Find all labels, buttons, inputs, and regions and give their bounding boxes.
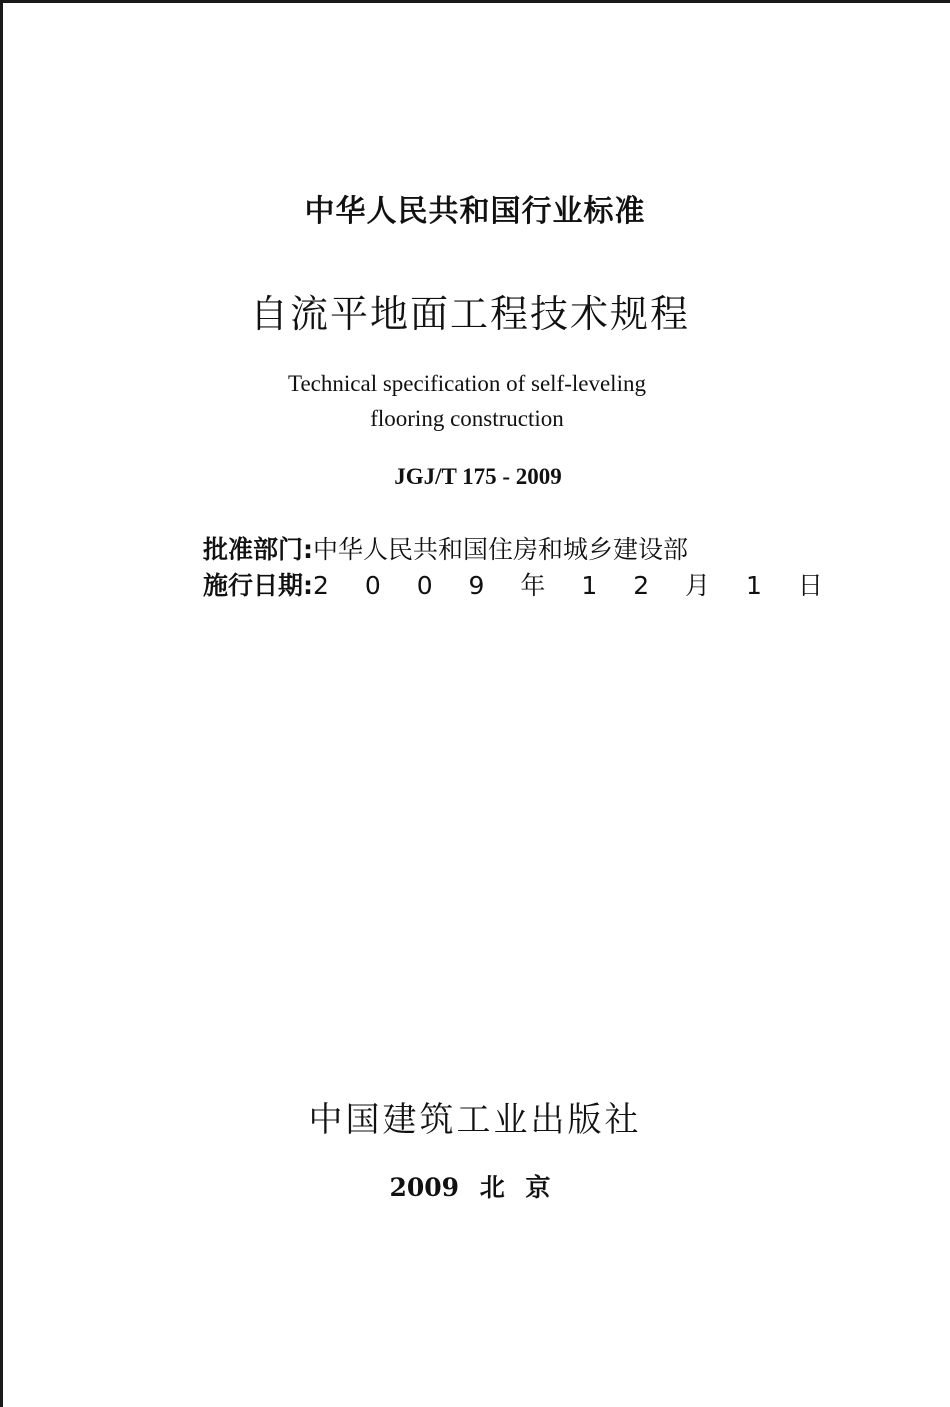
- publication-imprint: 2009 北 京: [389, 1173, 551, 1202]
- effective-date-label: 施行日期:: [203, 571, 313, 600]
- standard-code: JGJ/T 175 - 2009: [394, 464, 562, 489]
- document-title-chinese: 自流平地面工程技术规程: [249, 292, 690, 336]
- english-title-line-1: Technical specification of self-leveling: [288, 371, 646, 396]
- approval-authority-label: 批准部门:: [203, 535, 313, 564]
- effective-date-value: 2 0 0 9 年 1 2 月 1 日: [313, 571, 837, 600]
- publisher-name: 中国建筑工业出版社: [308, 1100, 642, 1140]
- english-title-line-2: flooring construction: [370, 406, 564, 431]
- approval-authority-value: 中华人民共和国住房和城乡建设部: [313, 535, 689, 564]
- document-title-english: [0, 366, 942, 436]
- effective-date-row: [203, 566, 837, 602]
- scan-edge-top: [0, 0, 950, 3]
- standard-series-heading: 中华人民共和国行业标准: [304, 194, 646, 229]
- approval-authority-row: [203, 530, 688, 566]
